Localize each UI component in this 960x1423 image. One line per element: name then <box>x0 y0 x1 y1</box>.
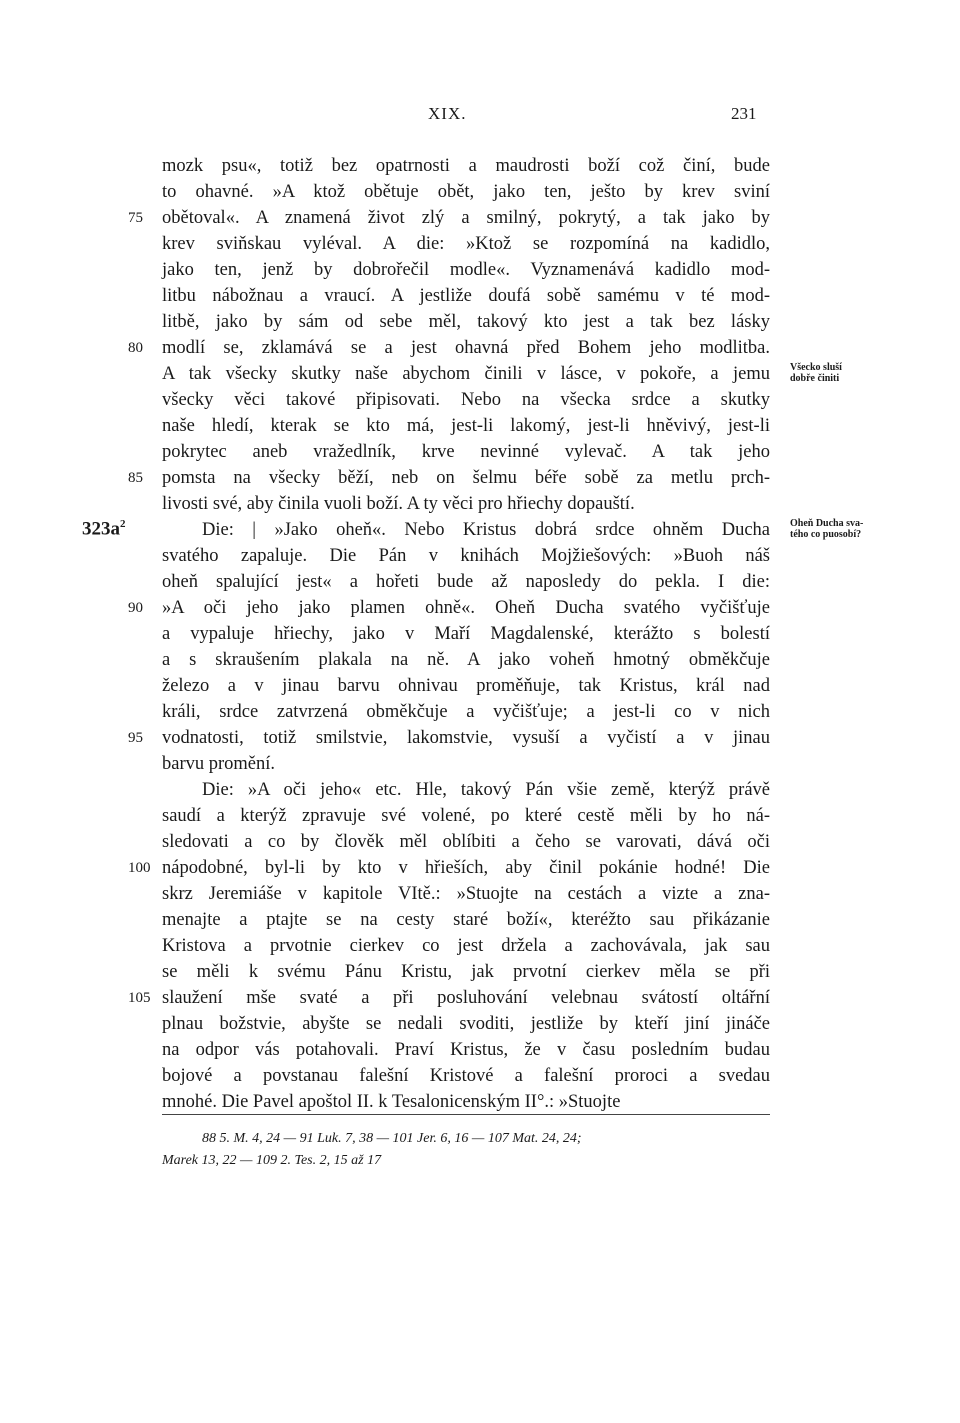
text-line: mozk psu«, totiž bez opatrnosti a maudrosti boží což činí, bude <box>162 156 770 176</box>
footnote-rule <box>162 1114 770 1115</box>
text-line: sledovati a co by člověk měl oblíbiti a čeho se varovati, dává oči <box>162 832 770 852</box>
text-line: na odpor vás potahovali. Praví Kristus, že v času posledním budau <box>162 1040 770 1060</box>
text-line: se měli k svému Pánu Kristu, jak prvotní cierkev měla se při <box>162 962 770 982</box>
side-note-line: dobře činiti <box>790 373 840 384</box>
text-line: pokrytec aneb vražedlník, krve nevinné vylevač. A tak jeho <box>162 442 770 462</box>
text-line: naše hledí, kterak se kto má, jest-li lakomý, jest-li hněvivý, jest-li <box>162 416 770 436</box>
side-note <box>790 518 863 540</box>
line-number: 85 <box>128 470 143 486</box>
text-line: barvu promění. <box>162 754 276 774</box>
text-line: pomsta na všecky běží, neb on šelmu béře sobě za metlu prch- <box>162 468 770 488</box>
text-line: menajte a ptajte se na cesty staré boží«, kteréžto sau přikázanie <box>162 910 770 930</box>
side-note-line: Všecko sluší <box>790 362 842 373</box>
text-line: litbě, jako by sám od sebe měl, takový kto jest a tak bez lásky <box>162 312 770 332</box>
side-note <box>790 362 842 384</box>
text-line: oheň spalující jest« a hořeti bude až naposledy do pekla. I die: <box>162 572 770 592</box>
text-line: nápodobné, byl-li by kto v hřieších, aby činil pokánie hodné! Die <box>162 858 770 878</box>
text-line: a vypaluje hřiechy, jako v Maří Magdalenské, kterážto s bolestí <box>162 624 770 644</box>
text-line: Die: | »Jako oheň«. Nebo Kristus dobrá srdce ohněm Ducha <box>202 520 770 540</box>
text-line: jako ten, jenž by dobrořečil modle«. Vyznamenává kadidlo mod- <box>162 260 770 280</box>
text-line: bojové a povstanau falešní Kristové a falešní proroci a svedau <box>162 1066 770 1086</box>
footnote-line: 88 5. M. 4, 24 — 91 Luk. 7, 38 — 101 Jer. 6, 16 — 107 Mat. 24, 24; <box>202 1131 582 1146</box>
text-line: králi, srdce zatvrzená obměkčuje a vyčišťuje; a jest-li co v nich <box>162 702 770 722</box>
text-line: litbu nábožnau a vraucí. A jestliže doufá sobě samému v té mod- <box>162 286 770 306</box>
line-number: 80 <box>128 340 143 356</box>
text-line: A tak všecky skutky naše abychom činili v lásce, v pokoře, a jemu <box>162 364 770 384</box>
margin-reference-text: 323a <box>82 518 120 540</box>
line-number: 100 <box>128 860 151 876</box>
page-header-chapter: XIX. <box>428 104 467 123</box>
line-number: 90 <box>128 600 143 616</box>
text-line: železo a v jinau barvu ohnivau proměňuje, tak Kristus, král nad <box>162 676 770 696</box>
text-line: skrz Jeremiáše v kapitole VItě.: »Stuojte na cestách a vizte a zna- <box>162 884 770 904</box>
text-line: plnau božstvie, abyšte se nedali svoditi, jestliže by kteří jiní jináče <box>162 1014 770 1034</box>
line-number: 75 <box>128 210 143 226</box>
side-note-line: Oheň Ducha sva- <box>790 518 864 529</box>
page-number: 231 <box>731 104 757 123</box>
text-line: všecky věci takové připisovati. Nebo na všecka srdce a skutky <box>162 390 770 410</box>
text-line: svatého zapaluje. Die Pán v knihách Mojžiešových: »Buoh náš <box>162 546 770 566</box>
margin-reference-sup: 2 <box>120 518 126 530</box>
footnote-line: Marek 13, 22 — 109 2. Tes. 2, 15 až 17 <box>162 1153 382 1168</box>
text-line: a s skraušením plakala na ně. A jako voheň hmotný obměkčuje <box>162 650 770 670</box>
text-line: Kristova a prvotnie cierkev co jest držela a zachovávala, jak sau <box>162 936 770 956</box>
line-number: 105 <box>128 990 151 1006</box>
margin-reference <box>82 518 126 540</box>
text-line: modlí se, zklamává se a jest ohavná před Bohem jeho modlitba. <box>162 338 770 358</box>
line-number: 95 <box>128 730 143 746</box>
side-note-line: tého co puosobí? <box>790 529 862 540</box>
text-line: Die: »A oči jeho« etc. Hle, takový Pán všie země, kterýž právě <box>202 780 770 800</box>
text-line: mnohé. Die Pavel apoštol II. k Tesalonicenským II°.: »Stuojte <box>162 1092 621 1112</box>
text-line: vodnatosti, totiž smilstvie, lakomstvie, vysuší a vyčistí a v jinau <box>162 728 770 748</box>
text-line: slaužení mše svaté a při posluhování velebnau svátostí oltářní <box>162 988 770 1008</box>
text-line: »A oči jeho jako plamen ohně«. Oheň Ducha svatého vyčišťuje <box>162 598 770 618</box>
text-line: livosti své, aby činila vuoli boží. A ty věci pro hřiechy dopauští. <box>162 494 635 514</box>
text-line: krev sviňskau vyléval. A die: »Ktož se rozpomíná na kadidlo, <box>162 234 770 254</box>
text-line: obětoval«. A znamená život zlý a smilný, pokrytý, a tak jako by <box>162 208 770 228</box>
text-line: saudí a kterýž zpravuje své volené, po které cestě měli by ho ná- <box>162 806 770 826</box>
text-line: to ohavné. »A ktož obětuje obět, jako ten, ješto by krev sviní <box>162 182 770 202</box>
